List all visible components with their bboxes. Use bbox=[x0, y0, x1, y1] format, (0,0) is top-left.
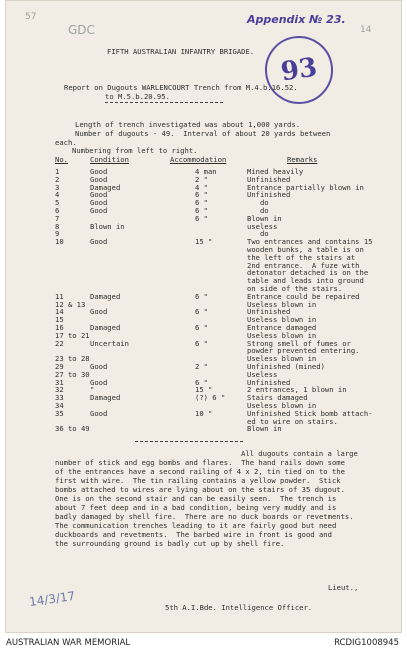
row-remarks: Useless blown in bbox=[247, 315, 317, 325]
handwritten-folio-number: 14 bbox=[360, 25, 372, 35]
row-number: 36 to 49 bbox=[55, 424, 90, 434]
row-remarks: powder prevented entering. bbox=[247, 346, 360, 356]
row-accommodation: 6 " bbox=[195, 206, 208, 215]
row-condition: Good bbox=[90, 362, 108, 371]
closing-line-7: about 7 feet deep and in a bad condition, being very muddy and is bbox=[55, 503, 337, 512]
row-remarks: Entrance could be repaired bbox=[247, 291, 360, 301]
row-accommodation: 4 man bbox=[195, 167, 217, 176]
row-condition: Good bbox=[90, 237, 108, 247]
row-condition: Good bbox=[90, 198, 108, 208]
row-remarks: Unfinished (mined) bbox=[247, 362, 325, 371]
row-remarks: wooden bunks, a table is on bbox=[247, 245, 364, 254]
row-remarks: Unfinished bbox=[247, 190, 291, 200]
row-number: 29 bbox=[55, 362, 64, 371]
row-number: 3 bbox=[55, 182, 60, 192]
appendix-stamp: Appendix № 23. bbox=[247, 13, 346, 26]
row-condition: Good bbox=[90, 167, 108, 176]
table-end-separator bbox=[135, 441, 243, 442]
row-remarks: 2nd entrance. A fuze with bbox=[247, 260, 360, 270]
row-condition: Good bbox=[90, 174, 108, 184]
brigade-heading: FIFTH AUSTRALIAN INFANTRY BRIGADE. bbox=[107, 47, 255, 56]
row-number: 15 bbox=[55, 315, 64, 325]
row-number: 33 bbox=[55, 393, 64, 403]
intro-line-1: Length of trench investigated was about 1,000 yards. bbox=[75, 120, 301, 129]
closing-line-10: duckboards and revetments. The barbed wire in front is good and bbox=[55, 530, 332, 539]
row-number: 23 to 28 bbox=[55, 354, 90, 364]
row-number: 6 bbox=[55, 206, 60, 215]
row-condition: " bbox=[90, 385, 95, 395]
row-condition: Blown in bbox=[90, 221, 125, 231]
row-condition: Good bbox=[90, 206, 108, 215]
row-remarks: Entrance damaged bbox=[247, 323, 317, 332]
row-number: 12 & 13 bbox=[55, 299, 86, 309]
closing-line-8: badly damaged by shell fire. There are no duck boards or revetments. bbox=[55, 512, 354, 521]
row-accommodation: 6 " bbox=[195, 377, 208, 387]
row-remarks: Useless blown in bbox=[247, 401, 317, 410]
row-number: 22 bbox=[55, 338, 64, 348]
row-accommodation: 6 " bbox=[195, 291, 208, 301]
row-accommodation: 6 " bbox=[195, 323, 208, 332]
row-number: 8 bbox=[55, 221, 60, 231]
closing-line-1: All dugouts contain a large bbox=[241, 449, 358, 458]
row-remarks: Unfinished bbox=[247, 307, 291, 317]
row-remarks: the left of the stairs at bbox=[247, 252, 356, 262]
row-number: 14 bbox=[55, 307, 64, 317]
row-remarks: do bbox=[247, 229, 269, 239]
row-remarks: Useless blown in bbox=[247, 354, 317, 364]
row-condition: Damaged bbox=[90, 323, 121, 332]
column-header-remarks: Remarks bbox=[287, 155, 318, 164]
row-remarks: Stairs damaged bbox=[247, 393, 308, 403]
row-remarks: useless bbox=[247, 221, 278, 231]
intro-line-4: Numbering from left to right. bbox=[72, 146, 198, 155]
column-header-condition: Condition bbox=[90, 155, 129, 164]
row-remarks: ed to wire on stairs. bbox=[247, 416, 338, 426]
row-accommodation: 2 " bbox=[195, 174, 208, 184]
row-accommodation: 6 " bbox=[195, 338, 208, 348]
column-header-accommodation: Accommodation bbox=[170, 155, 227, 164]
closing-line-6: One is on the second stair and can be easily seen. The trench is bbox=[55, 494, 337, 503]
row-condition: Good bbox=[90, 307, 108, 317]
row-number: 17 to 21 bbox=[55, 330, 90, 340]
title-underline bbox=[105, 102, 223, 103]
row-remarks: Unfinished Stick bomb attach- bbox=[247, 408, 373, 418]
intro-line-2: Number of dugouts - 49. Interval of about 20 yards between bbox=[75, 129, 331, 138]
closing-line-4: first with wire. The tin railing contains a yellow powder. Stick bbox=[55, 476, 341, 485]
archive-footer bbox=[0, 633, 407, 654]
row-remarks: Unfinished bbox=[247, 377, 291, 387]
row-accommodation: 10 " bbox=[195, 408, 213, 418]
handwritten-code: GDC bbox=[68, 23, 95, 37]
handwritten-date: 14/3/17 bbox=[28, 588, 77, 610]
row-number: 16 bbox=[55, 323, 64, 332]
handwritten-page-number: 57 bbox=[25, 12, 37, 22]
row-accommodation: 6 " bbox=[195, 307, 208, 317]
row-condition: Good bbox=[90, 408, 108, 418]
row-remarks: do bbox=[247, 198, 269, 208]
report-title-line-1: Report on Dugouts WARLENCOURT Trench from M.4.b.16.52. bbox=[64, 83, 298, 92]
closing-line-5: bombs attached to wires are lying about on the stairs of 35 dugout. bbox=[55, 485, 345, 494]
row-remarks: do bbox=[247, 206, 269, 215]
closing-line-2: number of stick and egg bombs and flares. The hand rails down some bbox=[55, 458, 345, 467]
row-condition: Good bbox=[90, 377, 108, 387]
intro-line-3: each. bbox=[55, 138, 77, 147]
row-remarks: Useless blown in bbox=[247, 330, 317, 340]
archive-record-id: RCDIG1008945 bbox=[334, 638, 399, 648]
row-remarks: Entrance partially blown in bbox=[247, 182, 364, 192]
row-number: 35 bbox=[55, 408, 64, 418]
row-number: 32 bbox=[55, 385, 64, 395]
row-number: 4 bbox=[55, 190, 60, 200]
row-accommodation: 6 " bbox=[195, 198, 208, 208]
row-accommodation: 15 " bbox=[195, 385, 213, 395]
document-page bbox=[5, 0, 402, 633]
row-number: 7 bbox=[55, 213, 60, 223]
row-number: 10 bbox=[55, 237, 64, 247]
row-accommodation: 15 " bbox=[195, 237, 213, 247]
archive-name: AUSTRALIAN WAR MEMORIAL bbox=[6, 638, 131, 648]
row-condition: Good bbox=[90, 190, 108, 200]
row-remarks: detonator detached is on the bbox=[247, 268, 369, 278]
row-remarks: Blown in bbox=[247, 213, 282, 223]
row-number: 5 bbox=[55, 198, 60, 208]
row-condition: Uncertain bbox=[90, 338, 129, 348]
closing-line-3: of the entrances have a second railing of 4 x 2, tin tied on to the bbox=[55, 467, 345, 476]
row-condition: Damaged bbox=[90, 291, 121, 301]
row-number: 11 bbox=[55, 291, 64, 301]
row-remarks: Unfinished bbox=[247, 174, 291, 184]
row-remarks: Blown in bbox=[247, 424, 282, 434]
row-number: 9 bbox=[55, 229, 60, 239]
row-accommodation: 2 " bbox=[195, 362, 208, 371]
circled-number: 93 bbox=[278, 52, 320, 88]
signature-rank: Lieut., bbox=[328, 583, 359, 592]
row-remarks: Mined heavily bbox=[247, 167, 304, 176]
row-remarks: table and leads into ground bbox=[247, 276, 364, 286]
row-number: 34 bbox=[55, 401, 64, 410]
row-condition: Damaged bbox=[90, 182, 121, 192]
row-remarks: Strong smell of fumes or bbox=[247, 338, 351, 348]
row-number: 1 bbox=[55, 167, 60, 176]
row-condition: Damaged bbox=[90, 393, 121, 403]
row-number: 2 bbox=[55, 174, 60, 184]
row-accommodation: (?) 6 " bbox=[195, 393, 226, 403]
row-remarks: 2 entrances, 1 blown in bbox=[247, 385, 347, 395]
closing-line-11: the surrounding ground is badly cut up by shell fire. bbox=[55, 539, 285, 548]
row-remarks: on side of the stairs. bbox=[247, 284, 343, 293]
column-header-no: No. bbox=[55, 155, 68, 164]
row-accommodation: 4 " bbox=[195, 182, 208, 192]
row-remarks: Useless blown in bbox=[247, 299, 317, 309]
row-number: 27 to 30 bbox=[55, 369, 90, 379]
row-accommodation: 6 " bbox=[195, 190, 208, 200]
circled-number-stamp bbox=[261, 32, 338, 109]
report-title-line-2: to M.5.b.20.95. bbox=[105, 92, 170, 101]
row-remarks: Two entrances and contains 15 bbox=[247, 237, 373, 247]
row-remarks: Useless bbox=[247, 369, 278, 379]
closing-line-9: The communication trenches leading to it are fairly good but need bbox=[55, 521, 337, 530]
row-number: 31 bbox=[55, 377, 64, 387]
signature-title: 5th A.I.Bde. Intelligence Officer. bbox=[165, 603, 313, 612]
row-accommodation: 6 " bbox=[195, 213, 208, 223]
